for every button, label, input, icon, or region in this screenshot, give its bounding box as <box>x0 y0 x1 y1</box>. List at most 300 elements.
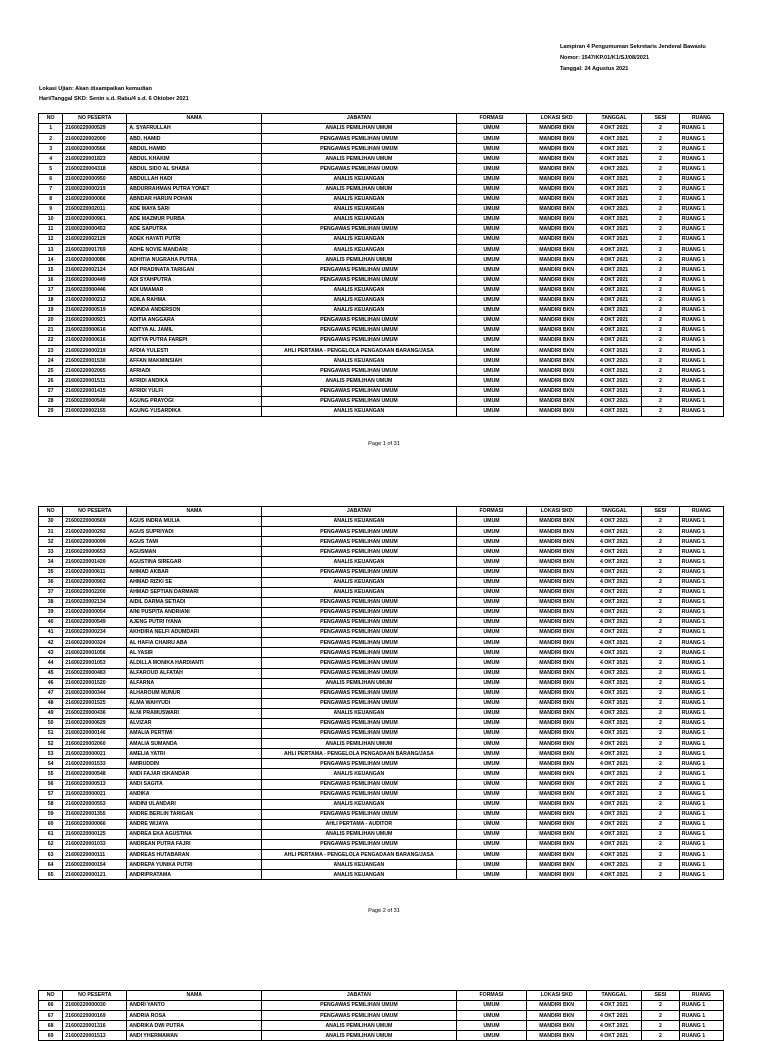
cell-skd-location: MANDIRI BKN <box>527 597 587 607</box>
cell-skd-location: MANDIRI BKN <box>527 194 587 204</box>
cell-no: 60 <box>39 819 63 829</box>
cell-date: 4 OKT 2021 <box>586 698 641 708</box>
cell-skd-location: MANDIRI BKN <box>527 638 587 648</box>
cell-participant-number: 21600220001316 <box>63 1021 127 1031</box>
cell-name: AMALIA PERTIWI <box>127 729 262 739</box>
cell-participant-number: 21600220000566 <box>63 144 127 154</box>
cell-skd-location: MANDIRI BKN <box>527 255 587 265</box>
table-row <box>39 1031 724 1041</box>
cell-position: PENGAWAS PEMILIHAN UMUM <box>262 718 456 728</box>
cell-room: RUANG 1 <box>679 658 723 668</box>
table-row <box>39 366 724 376</box>
cell-participant-number: 21600220001033 <box>63 840 127 850</box>
cell-date: 4 OKT 2021 <box>586 537 641 547</box>
table-row <box>39 184 724 194</box>
cell-position: ANALIS KEUANGAN <box>262 214 456 224</box>
cell-position: ANALIS KEUANGAN <box>262 799 456 809</box>
cell-formation: UMUM <box>456 346 527 356</box>
cell-no: 21 <box>39 325 63 335</box>
cell-date: 4 OKT 2021 <box>586 124 641 134</box>
table-row <box>39 597 724 607</box>
cell-no: 32 <box>39 537 63 547</box>
cell-position: PENGAWAS PEMILIHAN UMUM <box>262 144 456 154</box>
cell-skd-location: MANDIRI BKN <box>527 325 587 335</box>
cell-skd-location: MANDIRI BKN <box>527 356 587 366</box>
cell-skd-location: MANDIRI BKN <box>527 527 587 537</box>
cell-date: 4 OKT 2021 <box>586 668 641 678</box>
table-row <box>39 587 724 597</box>
cell-participant-number: 21600220001769 <box>63 245 127 255</box>
cell-room: RUANG 1 <box>679 567 723 577</box>
column-header-participant-number: NO PESERTA <box>63 991 127 1001</box>
cell-position: PENGAWAS PEMILIHAN UMUM <box>262 698 456 708</box>
cell-participant-number: 21600220000921 <box>63 315 127 325</box>
cell-formation: UMUM <box>456 678 527 688</box>
cell-position: ANALIS KEUANGAN <box>262 285 456 295</box>
cell-date: 4 OKT 2021 <box>586 1001 641 1011</box>
cell-room: RUANG 1 <box>679 698 723 708</box>
cell-no: 63 <box>39 850 63 860</box>
page-footer: Page 2 of 31 <box>368 908 400 914</box>
cell-session: 2 <box>642 638 680 648</box>
cell-session: 2 <box>642 225 680 235</box>
cell-name: ANDI YHERMAWAN <box>127 1031 262 1041</box>
cell-room: RUANG 1 <box>679 597 723 607</box>
cell-no: 39 <box>39 607 63 617</box>
table-header-row <box>39 991 724 1001</box>
cell-no: 20 <box>39 315 63 325</box>
cell-session: 2 <box>642 356 680 366</box>
cell-formation: UMUM <box>456 607 527 617</box>
cell-no: 52 <box>39 739 63 749</box>
cell-no: 65 <box>39 870 63 880</box>
cell-session: 2 <box>642 769 680 779</box>
cell-position: ANALIS PEMILIHAN UMUM <box>262 154 456 164</box>
cell-room: RUANG 1 <box>679 799 723 809</box>
cell-position: PENGAWAS PEMILIHAN UMUM <box>262 668 456 678</box>
exam-date: Hari/Tanggal SKD: Senin s.d. Rabu/4 s.d. 6 Oktober 2021 <box>39 96 189 102</box>
cell-name: ADITYA PUTRA FAREPI <box>127 336 262 346</box>
table-row <box>39 658 724 668</box>
cell-formation: UMUM <box>456 214 527 224</box>
cell-name: ALFAROUD ALFATAH <box>127 668 262 678</box>
cell-date: 4 OKT 2021 <box>586 184 641 194</box>
cell-no: 13 <box>39 245 63 255</box>
cell-skd-location: MANDIRI BKN <box>527 1001 587 1011</box>
table-row <box>39 1011 724 1021</box>
cell-room: RUANG 1 <box>679 870 723 880</box>
table-row <box>39 527 724 537</box>
cell-name: ALDILLA MONIKA HARDIANTI <box>127 658 262 668</box>
cell-session: 2 <box>642 265 680 275</box>
cell-session: 2 <box>642 779 680 789</box>
cell-formation: UMUM <box>456 144 527 154</box>
cell-no: 9 <box>39 204 63 214</box>
cell-date: 4 OKT 2021 <box>586 376 641 386</box>
cell-name: AFRIDI YULFI <box>127 386 262 396</box>
cell-formation: UMUM <box>456 628 527 638</box>
cell-formation: UMUM <box>456 870 527 880</box>
cell-no: 3 <box>39 144 63 154</box>
cell-formation: UMUM <box>456 638 527 648</box>
cell-formation: UMUM <box>456 830 527 840</box>
cell-formation: UMUM <box>456 799 527 809</box>
cell-name: ADINDA ANDERSON <box>127 305 262 315</box>
table-row <box>39 688 724 698</box>
cell-participant-number: 21600220000611 <box>63 567 127 577</box>
cell-formation: UMUM <box>456 1021 527 1031</box>
cell-position: PENGAWAS PEMILIHAN UMUM <box>262 325 456 335</box>
cell-session: 2 <box>642 336 680 346</box>
column-header-position: JABATAN <box>262 114 456 124</box>
cell-formation: UMUM <box>456 235 527 245</box>
cell-room: RUANG 1 <box>679 678 723 688</box>
cell-room: RUANG 1 <box>679 729 723 739</box>
cell-position: PENGAWAS PEMILIHAN UMUM <box>262 809 456 819</box>
table-row <box>39 164 724 174</box>
cell-formation: UMUM <box>456 1011 527 1021</box>
table-row <box>39 346 724 356</box>
cell-position: ANALIS KEUANGAN <box>262 406 456 416</box>
cell-date: 4 OKT 2021 <box>586 174 641 184</box>
cell-formation: UMUM <box>456 396 527 406</box>
cell-participant-number: 21600220000653 <box>63 547 127 557</box>
cell-participant-number: 21600220000629 <box>63 718 127 728</box>
cell-session: 2 <box>642 830 680 840</box>
cell-session: 2 <box>642 376 680 386</box>
cell-session: 2 <box>642 799 680 809</box>
table-row <box>39 124 724 134</box>
cell-skd-location: MANDIRI BKN <box>527 396 587 406</box>
cell-date: 4 OKT 2021 <box>586 769 641 779</box>
cell-no: 24 <box>39 356 63 366</box>
table-row <box>39 194 724 204</box>
cell-skd-location: MANDIRI BKN <box>527 618 587 628</box>
cell-position: PENGAWAS PEMILIHAN UMUM <box>262 638 456 648</box>
cell-session: 2 <box>642 759 680 769</box>
cell-skd-location: MANDIRI BKN <box>527 688 587 698</box>
cell-position: AHLI PERTAMA - PENGELOLA PENGADAAN BARANG/JASA <box>262 346 456 356</box>
cell-date: 4 OKT 2021 <box>586 850 641 860</box>
cell-room: RUANG 1 <box>679 1031 723 1041</box>
cell-session: 2 <box>642 255 680 265</box>
cell-session: 2 <box>642 618 680 628</box>
cell-participant-number: 21600220000902 <box>63 577 127 587</box>
cell-date: 4 OKT 2021 <box>586 275 641 285</box>
cell-position: PENGAWAS PEMILIHAN UMUM <box>262 1011 456 1021</box>
cell-position: PENGAWAS PEMILIHAN UMUM <box>262 789 456 799</box>
cell-name: ABDULLAH HADI <box>127 174 262 184</box>
cell-name: AFDIA YULESTI <box>127 346 262 356</box>
cell-session: 2 <box>642 517 680 527</box>
cell-name: ANDI FAJAR ISKANDAR <box>127 769 262 779</box>
cell-skd-location: MANDIRI BKN <box>527 648 587 658</box>
table-row <box>39 174 724 184</box>
cell-name: ANDREA EKA AGUSTINA <box>127 830 262 840</box>
cell-skd-location: MANDIRI BKN <box>527 678 587 688</box>
cell-date: 4 OKT 2021 <box>586 386 641 396</box>
cell-no: 33 <box>39 547 63 557</box>
cell-room: RUANG 1 <box>679 144 723 154</box>
column-header-date: TANGGAL <box>586 991 641 1001</box>
cell-participant-number: 21600220000111 <box>63 850 127 860</box>
cell-position: PENGAWAS PEMILIHAN UMUM <box>262 275 456 285</box>
table-row <box>39 356 724 366</box>
cell-room: RUANG 1 <box>679 850 723 860</box>
cell-name: AL YASIR <box>127 648 262 658</box>
cell-participant-number: 21600220002065 <box>63 366 127 376</box>
cell-date: 4 OKT 2021 <box>586 325 641 335</box>
cell-date: 4 OKT 2021 <box>586 547 641 557</box>
cell-session: 2 <box>642 346 680 356</box>
cell-no: 26 <box>39 376 63 386</box>
cell-date: 4 OKT 2021 <box>586 870 641 880</box>
cell-no: 56 <box>39 779 63 789</box>
cell-date: 4 OKT 2021 <box>586 628 641 638</box>
cell-formation: UMUM <box>456 376 527 386</box>
cell-no: 35 <box>39 567 63 577</box>
cell-date: 4 OKT 2021 <box>586 688 641 698</box>
header-line-3: Tanggal: 24 Agustus 2021 <box>560 66 629 72</box>
cell-participant-number: 21600220000054 <box>63 607 127 617</box>
cell-room: RUANG 1 <box>679 749 723 759</box>
cell-position: PENGAWAS PEMILIHAN UMUM <box>262 537 456 547</box>
cell-skd-location: MANDIRI BKN <box>527 860 587 870</box>
cell-date: 4 OKT 2021 <box>586 567 641 577</box>
cell-room: RUANG 1 <box>679 830 723 840</box>
cell-room: RUANG 1 <box>679 154 723 164</box>
cell-formation: UMUM <box>456 779 527 789</box>
cell-room: RUANG 1 <box>679 346 723 356</box>
cell-position: ANALIS PEMILIHAN UMUM <box>262 830 456 840</box>
cell-session: 2 <box>642 668 680 678</box>
table-row <box>39 295 724 305</box>
cell-session: 2 <box>642 366 680 376</box>
cell-no: 4 <box>39 154 63 164</box>
cell-formation: UMUM <box>456 184 527 194</box>
cell-no: 40 <box>39 618 63 628</box>
cell-position: PENGAWAS PEMILIHAN UMUM <box>262 567 456 577</box>
cell-participant-number: 21600220000540 <box>63 396 127 406</box>
cell-formation: UMUM <box>456 850 527 860</box>
cell-session: 2 <box>642 688 680 698</box>
cell-skd-location: MANDIRI BKN <box>527 830 587 840</box>
cell-room: RUANG 1 <box>679 557 723 567</box>
cell-participant-number: 21600220000483 <box>63 668 127 678</box>
cell-name: AINI PUSPITA ANDRIANI <box>127 607 262 617</box>
cell-position: ANALIS KEUANGAN <box>262 235 456 245</box>
cell-no: 53 <box>39 749 63 759</box>
cell-participant-number: 21600220002200 <box>63 587 127 597</box>
cell-no: 11 <box>39 225 63 235</box>
cell-skd-location: MANDIRI BKN <box>527 547 587 557</box>
cell-position: PENGAWAS PEMILIHAN UMUM <box>262 779 456 789</box>
cell-position: ANALIS PEMILIHAN UMUM <box>262 739 456 749</box>
table-row <box>39 799 724 809</box>
cell-no: 8 <box>39 194 63 204</box>
cell-position: PENGAWAS PEMILIHAN UMUM <box>262 225 456 235</box>
column-header-session: SESI <box>642 991 680 1001</box>
cell-date: 4 OKT 2021 <box>586 245 641 255</box>
cell-room: RUANG 1 <box>679 759 723 769</box>
cell-date: 4 OKT 2021 <box>586 830 641 840</box>
cell-room: RUANG 1 <box>679 648 723 658</box>
column-header-name: NAMA <box>127 507 262 517</box>
cell-session: 2 <box>642 214 680 224</box>
table-row <box>39 557 724 567</box>
cell-skd-location: MANDIRI BKN <box>527 346 587 356</box>
cell-date: 4 OKT 2021 <box>586 315 641 325</box>
cell-session: 2 <box>642 789 680 799</box>
cell-no: 43 <box>39 648 63 658</box>
cell-formation: UMUM <box>456 759 527 769</box>
document-page-2 <box>0 470 768 990</box>
cell-position: PENGAWAS PEMILIHAN UMUM <box>262 607 456 617</box>
cell-no: 12 <box>39 235 63 245</box>
cell-session: 2 <box>642 154 680 164</box>
cell-name: ADE MAZMUR PURBA <box>127 214 262 224</box>
cell-name: ANDRE BERLIN TARIGAN <box>127 809 262 819</box>
cell-skd-location: MANDIRI BKN <box>527 759 587 769</box>
cell-formation: UMUM <box>456 739 527 749</box>
cell-name: AKHDIRA NELFI ADUMDARI <box>127 628 262 638</box>
table-row <box>39 628 724 638</box>
cell-date: 4 OKT 2021 <box>586 214 641 224</box>
cell-formation: UMUM <box>456 587 527 597</box>
cell-no: 7 <box>39 184 63 194</box>
cell-formation: UMUM <box>456 860 527 870</box>
cell-name: AGUS INDRA MULIA <box>127 517 262 527</box>
cell-formation: UMUM <box>456 285 527 295</box>
cell-date: 4 OKT 2021 <box>586 789 641 799</box>
cell-name: AGUS SUPRIYADI <box>127 527 262 537</box>
cell-room: RUANG 1 <box>679 336 723 346</box>
table-row <box>39 567 724 577</box>
cell-position: PENGAWAS PEMILIHAN UMUM <box>262 547 456 557</box>
cell-position: AHLI PERTAMA - PENGELOLA PENGADAAN BARANG/JASA <box>262 850 456 860</box>
table-row <box>39 214 724 224</box>
cell-session: 2 <box>642 1031 680 1041</box>
cell-no: 61 <box>39 830 63 840</box>
cell-no: 44 <box>39 658 63 668</box>
cell-no: 58 <box>39 799 63 809</box>
cell-no: 25 <box>39 366 63 376</box>
cell-formation: UMUM <box>456 265 527 275</box>
cell-participant-number: 21600220000548 <box>63 769 127 779</box>
cell-room: RUANG 1 <box>679 225 723 235</box>
cell-skd-location: MANDIRI BKN <box>527 376 587 386</box>
cell-formation: UMUM <box>456 305 527 315</box>
cell-name: ANDREAN PUTRA FAJRI <box>127 840 262 850</box>
cell-session: 2 <box>642 698 680 708</box>
cell-no: 50 <box>39 718 63 728</box>
cell-participant-number: 21600220002000 <box>63 134 127 144</box>
cell-skd-location: MANDIRI BKN <box>527 708 587 718</box>
cell-room: RUANG 1 <box>679 779 723 789</box>
cell-position: ANALIS PEMILIHAN UMUM <box>262 124 456 134</box>
cell-no: 38 <box>39 597 63 607</box>
cell-date: 4 OKT 2021 <box>586 739 641 749</box>
table-header-row <box>39 507 724 517</box>
cell-room: RUANG 1 <box>679 809 723 819</box>
cell-skd-location: MANDIRI BKN <box>527 305 587 315</box>
cell-position: ANALIS PEMILIHAN UMUM <box>262 184 456 194</box>
cell-position: ANALIS PEMILIHAN UMUM <box>262 1021 456 1031</box>
cell-session: 2 <box>642 194 680 204</box>
cell-room: RUANG 1 <box>679 134 723 144</box>
cell-formation: UMUM <box>456 295 527 305</box>
table-row <box>39 618 724 628</box>
cell-participant-number: 21600220001056 <box>63 648 127 658</box>
cell-session: 2 <box>642 708 680 718</box>
cell-no: 64 <box>39 860 63 870</box>
cell-date: 4 OKT 2021 <box>586 285 641 295</box>
cell-date: 4 OKT 2021 <box>586 648 641 658</box>
cell-date: 4 OKT 2021 <box>586 557 641 567</box>
cell-room: RUANG 1 <box>679 840 723 850</box>
cell-room: RUANG 1 <box>679 527 723 537</box>
cell-participant-number: 21600220000436 <box>63 708 127 718</box>
cell-date: 4 OKT 2021 <box>586 265 641 275</box>
table-row <box>39 739 724 749</box>
cell-participant-number: 21600220000021 <box>63 749 127 759</box>
cell-formation: UMUM <box>456 406 527 416</box>
cell-date: 4 OKT 2021 <box>586 779 641 789</box>
cell-session: 2 <box>642 819 680 829</box>
table-row <box>39 376 724 386</box>
cell-no: 66 <box>39 1001 63 1011</box>
cell-skd-location: MANDIRI BKN <box>527 607 587 617</box>
cell-position: ANALIS KEUANGAN <box>262 305 456 315</box>
cell-room: RUANG 1 <box>679 255 723 265</box>
cell-room: RUANG 1 <box>679 718 723 728</box>
cell-participant-number: 21600220000154 <box>63 860 127 870</box>
table-row <box>39 668 724 678</box>
table-row <box>39 789 724 799</box>
table-row <box>39 204 724 214</box>
cell-position: PENGAWAS PEMILIHAN UMUM <box>262 759 456 769</box>
cell-name: AMELIA YATRI <box>127 749 262 759</box>
cell-name: AIDIL DARMA SETIADI <box>127 597 262 607</box>
cell-position: ANALIS PEMILIHAN UMUM <box>262 678 456 688</box>
table-row <box>39 396 724 406</box>
cell-position: ANALIS KEUANGAN <box>262 557 456 567</box>
cell-no: 68 <box>39 1021 63 1031</box>
cell-position: PENGAWAS PEMILIHAN UMUM <box>262 628 456 638</box>
cell-date: 4 OKT 2021 <box>586 587 641 597</box>
cell-position: PENGAWAS PEMILIHAN UMUM <box>262 336 456 346</box>
cell-date: 4 OKT 2021 <box>586 225 641 235</box>
cell-room: RUANG 1 <box>679 305 723 315</box>
cell-position: PENGAWAS PEMILIHAN UMUM <box>262 648 456 658</box>
cell-name: ABDUL KHAKIM <box>127 154 262 164</box>
column-header-no: NO <box>39 507 63 517</box>
cell-no: 47 <box>39 688 63 698</box>
cell-session: 2 <box>642 840 680 850</box>
cell-skd-location: MANDIRI BKN <box>527 225 587 235</box>
cell-skd-location: MANDIRI BKN <box>527 386 587 396</box>
table-row <box>39 809 724 819</box>
cell-participant-number: 21600220000292 <box>63 527 127 537</box>
cell-position: ANALIS KEUANGAN <box>262 577 456 587</box>
cell-name: ADI PRADINATA TARIGAN <box>127 265 262 275</box>
cell-room: RUANG 1 <box>679 204 723 214</box>
cell-date: 4 OKT 2021 <box>586 406 641 416</box>
cell-position: PENGAWAS PEMILIHAN UMUM <box>262 597 456 607</box>
cell-skd-location: MANDIRI BKN <box>527 850 587 860</box>
cell-session: 2 <box>642 870 680 880</box>
table-row <box>39 245 724 255</box>
